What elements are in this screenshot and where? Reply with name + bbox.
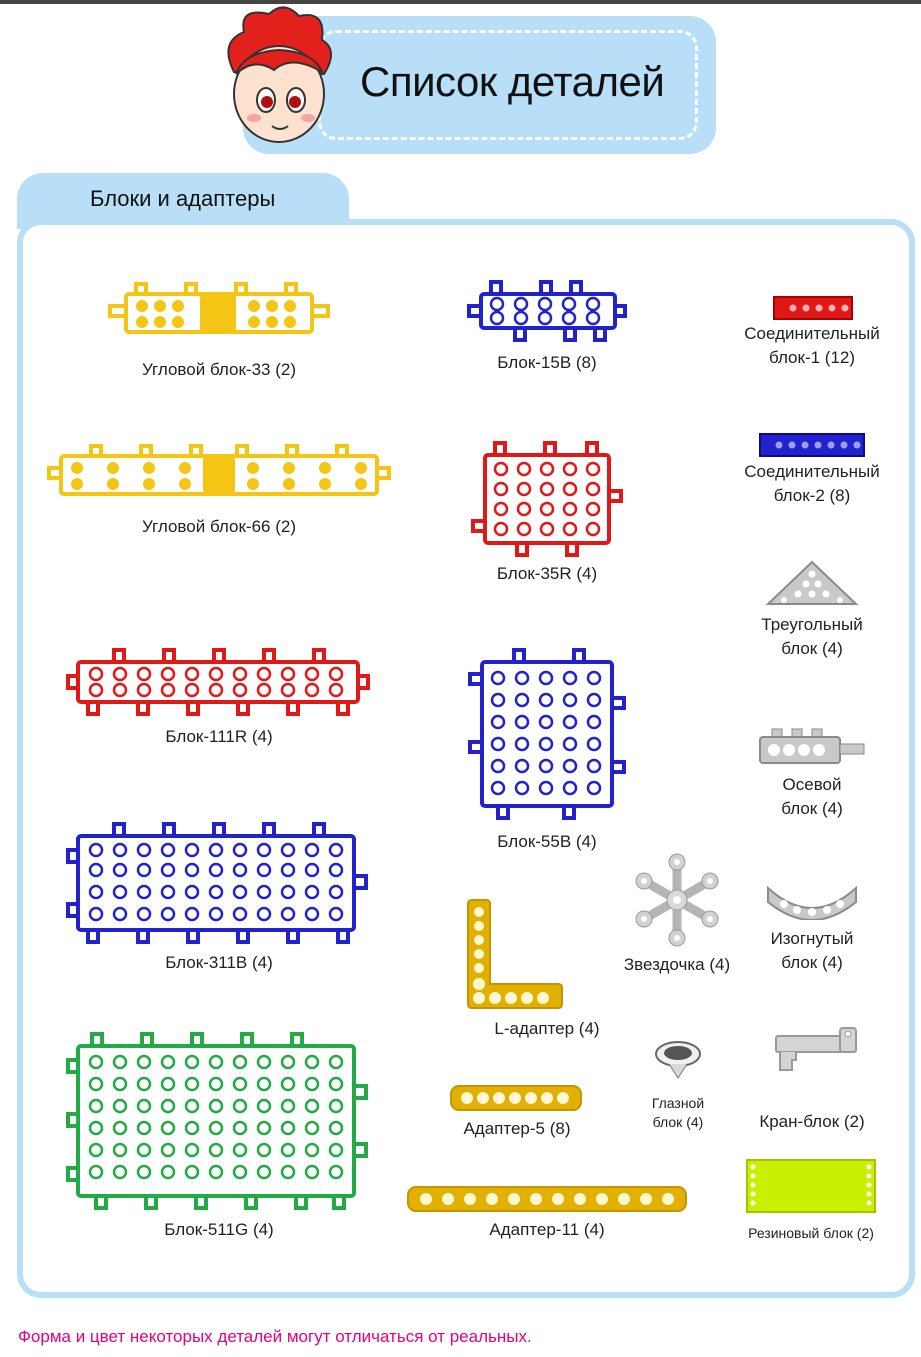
l-adapter-image (464, 898, 564, 1012)
block-311b-image (66, 822, 370, 944)
star-block-label: Звездочка (4) (623, 955, 731, 974)
eye-block-image (653, 1038, 703, 1086)
footer-note: Форма и цвет некоторых деталей могут отличаться от реальных. (18, 1327, 532, 1346)
mascot-illustration (214, 2, 344, 152)
block-15b-image (467, 280, 627, 342)
block-311b-label: Блок-311B (4) (165, 953, 273, 972)
triangle-block-label-line2: блок (4) (781, 639, 843, 658)
adapter-11-label: Адаптер-11 (4) (489, 1220, 605, 1239)
connector-block-2-label-line2: блок-2 (8) (773, 486, 851, 505)
top-rule (0, 0, 921, 4)
curved-block-label-line2: блок (4) (781, 953, 843, 972)
block-511g-image (66, 1032, 370, 1212)
connector-block-2-label-line1: Соединительный (744, 462, 880, 481)
connector-block-1-label-line1: Соединительный (744, 324, 880, 343)
corner-block-33-image (108, 282, 330, 338)
adapter-11-image (406, 1185, 688, 1213)
adapter-5-label: Адаптер-5 (8) (463, 1119, 571, 1138)
block-511g-label: Блок-511G (4) (164, 1220, 274, 1239)
rubber-block-image (746, 1159, 876, 1213)
block-35r-label: Блок-35R (4) (496, 564, 598, 583)
connector-block-2-image (759, 433, 865, 457)
corner-block-66-label: Угловой блок-66 (2) (142, 517, 296, 536)
axle-block-label-line2: блок (4) (781, 799, 843, 818)
star-block-image (634, 852, 720, 948)
connector-block-1-image (773, 296, 853, 320)
section-tab-label: Блоки и адаптеры (90, 186, 276, 211)
block-55b-label: Блок-55B (4) (497, 832, 597, 851)
block-55b-image (468, 648, 628, 820)
curved-block-image (764, 880, 860, 920)
block-111r-label: Блок-111R (4) (165, 727, 273, 746)
corner-block-66-image (47, 444, 391, 500)
axle-block-label-line1: Осевой (782, 775, 842, 794)
connector-block-1-label-line2: блок-1 (12) (768, 348, 856, 367)
eye-block-label-line2: блок (4) (652, 1114, 704, 1130)
block-111r-image (66, 648, 370, 716)
corner-block-33-label: Угловой блок-33 (2) (142, 360, 296, 379)
block-35r-image (471, 441, 623, 557)
block-15b-label: Блок-15B (8) (497, 353, 597, 372)
adapter-5-image (449, 1084, 583, 1112)
rubber-block-label: Резиновый блок (2) (748, 1225, 874, 1241)
triangle-block-image (764, 560, 860, 608)
eye-block-label-line1: Глазной (651, 1095, 705, 1111)
curved-block-label-line1: Изогнутый (770, 929, 854, 948)
crane-block-image (774, 1026, 860, 1074)
l-adapter-label: L-адаптер (4) (494, 1019, 600, 1038)
page-title: Список деталей (360, 58, 665, 105)
triangle-block-label-line1: Треугольный (761, 615, 863, 634)
crane-block-label: Кран-блок (2) (759, 1112, 865, 1131)
axle-block-image (758, 728, 866, 766)
